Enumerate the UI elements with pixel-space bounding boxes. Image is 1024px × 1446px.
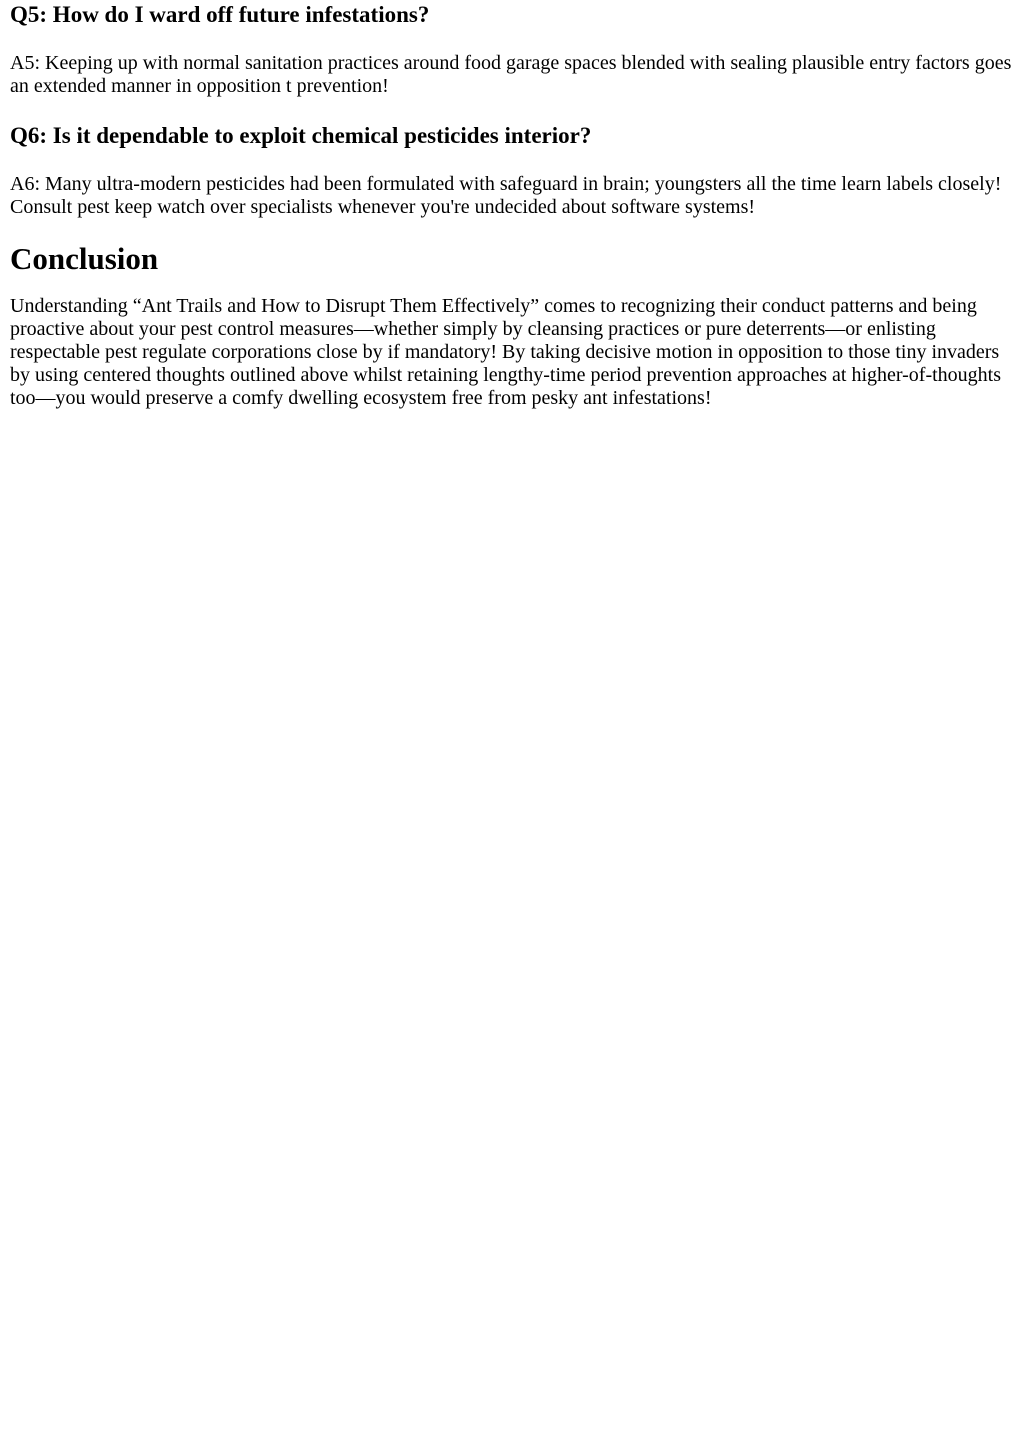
faq-answer-a6: A6: Many ultra-modern pesticides had been formulated with safeguard in brain; youngsters all the time learn labels closely! Consult pest keep watch over specialists whenever you're undecided about software systems! <box>10 173 1002 218</box>
article-body <box>0 0 1024 410</box>
conclusion-heading: Conclusion <box>10 241 159 276</box>
faq-question-q6: Q6: Is it dependable to exploit chemical pesticides interior? <box>10 123 592 148</box>
conclusion-paragraph: Understanding “Ant Trails and How to Disrupt Them Effectively” comes to recognizing their conduct patterns and being proactive about your pest control measures—whether simply by cleansing practices or pure deterrents—or enlisting respectable pest regulate corporations close by if mandatory! By taking decisive motion in opposition to those tiny invaders by using centered thoughts outlined above whilst retaining lengthy-time period prevention approaches at higher-of-thoughts too—you would preserve a comfy dwelling ecosystem free from pesky ant infestations! <box>10 295 1002 409</box>
faq-question-q5: Q5: How do I ward off future infestations? <box>10 2 430 27</box>
faq-answer-a5: A5: Keeping up with normal sanitation practices around food garage spaces blended with sealing plausible entry factors goes an extended manner in opposition t prevention! <box>10 52 1012 97</box>
